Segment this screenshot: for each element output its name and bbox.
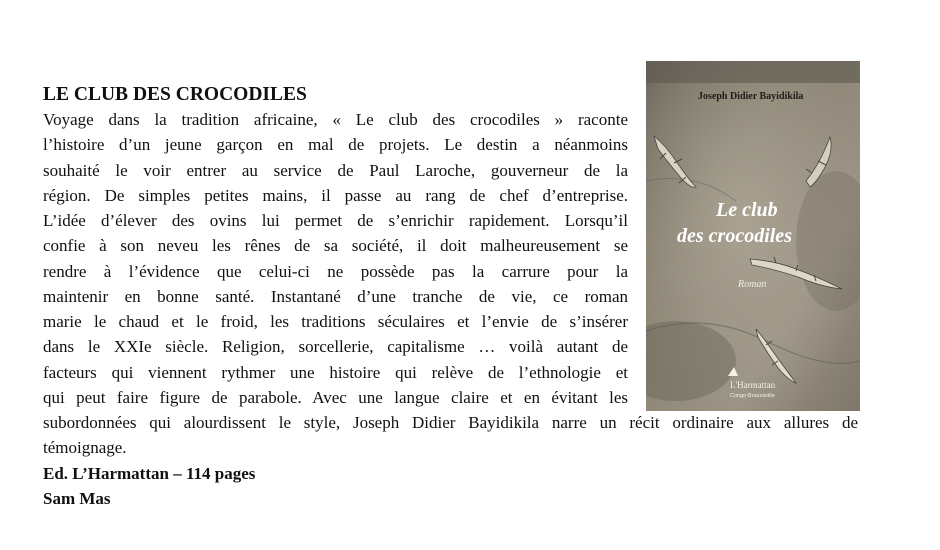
cover-title-line2: des crocodiles bbox=[677, 225, 792, 247]
body-line: rendre à l’évidence que celui-ci ne possède pas la carrure pour la bbox=[43, 262, 628, 281]
body-line: facteurs qui viennent rythmer une histoire qui relève de l’ethnologie et bbox=[43, 363, 628, 382]
book-cover bbox=[646, 61, 860, 411]
body-line: maintenir en bonne santé. Instantané d’une tranche de vie, ce roman bbox=[43, 287, 628, 306]
reviewer-name: Sam Mas bbox=[43, 489, 111, 508]
body-line: témoignage. bbox=[43, 438, 127, 457]
body-line: marie le chaud et le froid, les traditions séculaires et l’envie de s’insérer bbox=[43, 312, 628, 331]
publisher-info: Ed. L’Harmattan – 114 pages bbox=[43, 464, 256, 483]
article-title: LE CLUB DES CROCODILES bbox=[43, 84, 307, 105]
body-line: dans le XXIe siècle. Religion, sorcellerie, capitalisme … voilà autant de bbox=[43, 337, 628, 356]
body-line: région. De simples petites mains, il passe au rang de chef d’entreprise. bbox=[43, 186, 628, 205]
cover-illustration bbox=[646, 61, 860, 411]
cover-publisher-sub: Congo-Brazzaville bbox=[730, 393, 775, 399]
body-line: qui peut faire figure de parabole. Avec une langue claire et en évitant les bbox=[43, 388, 628, 407]
body-line: subordonnées qui alourdissent le style, Joseph Didier Bayidikila narre un récit ordinaire aux allures de bbox=[43, 413, 858, 432]
cover-author: Joseph Didier Bayidikila bbox=[698, 91, 804, 102]
body-line: souhaité le voir entrer au service de Paul Laroche, gouverneur de la bbox=[43, 161, 628, 180]
body-line: Voyage dans la tradition africaine, « Le club des crocodiles » raconte bbox=[43, 110, 628, 129]
cover-genre: Roman bbox=[738, 279, 767, 290]
cover-publisher: L'Harmattan bbox=[730, 380, 776, 390]
body-line: l’histoire d’un jeune garçon en mal de projets. Le destin a néanmoins bbox=[43, 135, 628, 154]
body-line: L’idée d’élever des ovins lui permet de s’enrichir rapidement. Lorsqu’il bbox=[43, 211, 628, 230]
body-line: confie à son neveu les rênes de sa société, il doit malheureusement se bbox=[43, 236, 628, 255]
cover-title-line1: Le club bbox=[716, 199, 778, 221]
